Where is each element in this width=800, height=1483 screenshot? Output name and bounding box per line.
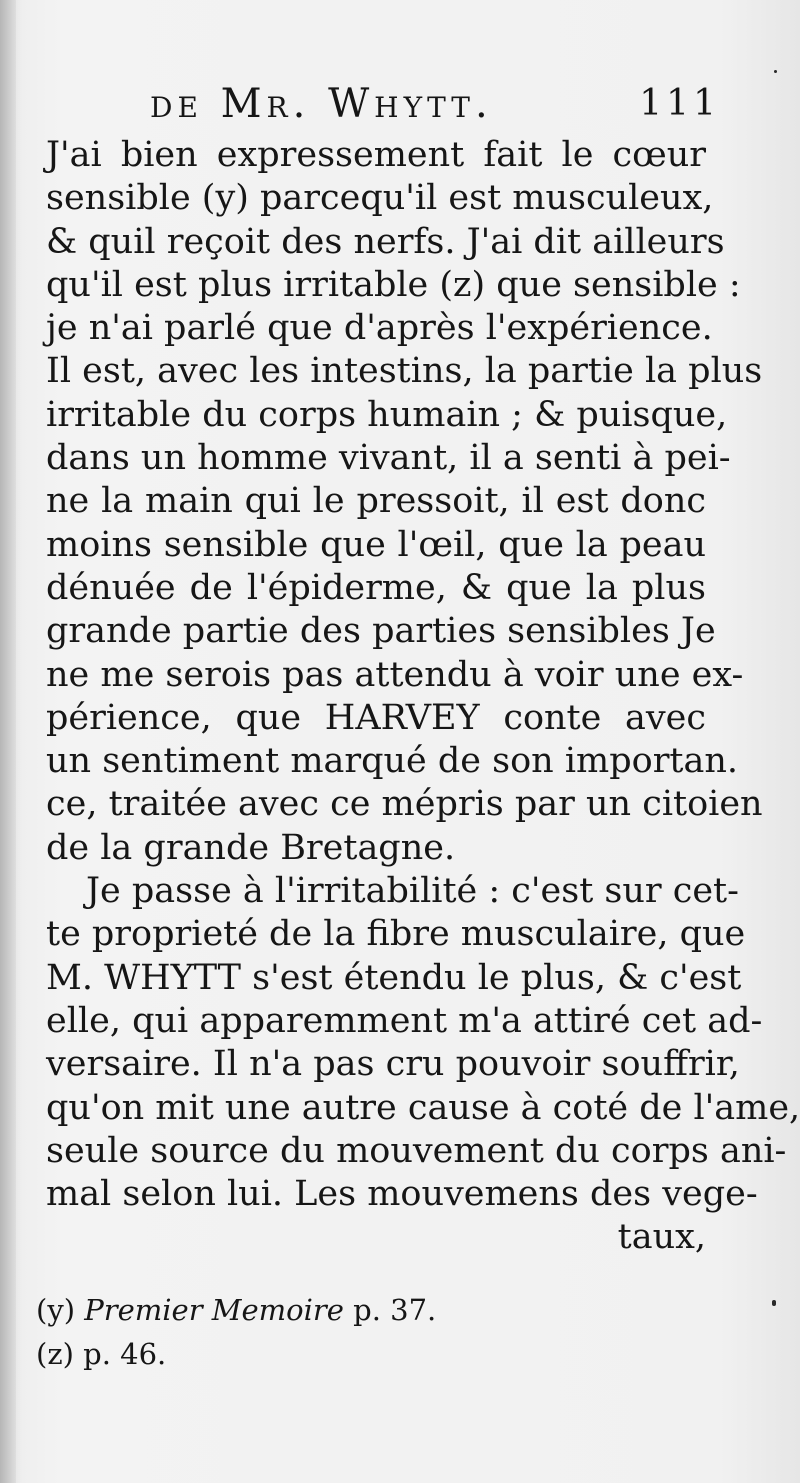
ink-speck bbox=[774, 70, 777, 73]
footnote-page: p. 37. bbox=[353, 1293, 437, 1327]
page-number: 111 bbox=[639, 83, 720, 124]
footnote bbox=[36, 1288, 636, 1332]
text-line: de la grande Bretagne. bbox=[46, 827, 456, 868]
text-line: qu'il est plus irritable (z) que sensible : bbox=[46, 264, 741, 305]
running-head-title: de Mr. Whytt. bbox=[150, 81, 493, 127]
text-line: J'ai bien expressement fait le cœur bbox=[46, 135, 706, 175]
text-line: mal selon lui. Les mouvemens des vege- bbox=[46, 1174, 758, 1215]
footnote-mark: (y) bbox=[36, 1293, 76, 1327]
text-line: Il est, avec les intestins, la partie la plus bbox=[46, 351, 763, 392]
footnotes bbox=[36, 1288, 636, 1376]
footnote-mark: (z) bbox=[36, 1337, 74, 1371]
footnote-text: Premier Memoire bbox=[84, 1293, 344, 1327]
text-line: périence, que HARVEY conte avec bbox=[46, 697, 706, 738]
text-line: moins sensible que l'œil, que la peau bbox=[46, 524, 706, 565]
text-line: versaire. Il n'a pas cru pouvoir souffrir, bbox=[46, 1044, 740, 1085]
text-line: un sentiment marqué de son importan. bbox=[46, 741, 739, 782]
text-line: dénuée de l'épiderme, & que la plus bbox=[46, 567, 706, 608]
catchword: taux, bbox=[617, 1217, 706, 1258]
ink-speck bbox=[772, 1300, 776, 1306]
footnote bbox=[36, 1332, 636, 1376]
footnote-page: p. 46. bbox=[83, 1337, 167, 1371]
text-line: irritable du corps humain ; & puisque, bbox=[46, 394, 728, 435]
text-line: Je passe à l'irritabilité : c'est sur cet- bbox=[86, 871, 739, 912]
text-line: ne la main qui le pressoit, il est donc bbox=[46, 481, 706, 522]
text-line: grande partie des parties sensibles Je bbox=[46, 611, 716, 652]
text-line: ne me serois pas attendu à voir une ex- bbox=[46, 654, 744, 695]
text-line: M. WHYTT s'est étendu le plus, & c'est bbox=[46, 957, 742, 998]
text-line: ce, traitée avec ce mépris par un citoien bbox=[46, 784, 763, 825]
body-text bbox=[46, 134, 800, 1260]
text-line: & quil reçoit des nerfs. J'ai dit ailleurs bbox=[46, 221, 725, 262]
text-line: seule source du mouvement du corps ani- bbox=[46, 1130, 787, 1171]
text-line: te proprieté de la fibre musculaire, que bbox=[46, 914, 746, 955]
text-line: dans un homme vivant, il a senti à pei- bbox=[46, 438, 731, 479]
text-line: sensible (y) parcequ'il est musculeux, bbox=[46, 178, 714, 219]
text-line: elle, qui apparemment m'a attiré cet ad- bbox=[46, 1000, 763, 1041]
text-line: qu'on mit une autre cause à coté de l'ame, bbox=[46, 1087, 800, 1128]
text-line: je n'ai parlé que d'après l'expérience. bbox=[46, 308, 713, 349]
running-head bbox=[150, 80, 720, 128]
